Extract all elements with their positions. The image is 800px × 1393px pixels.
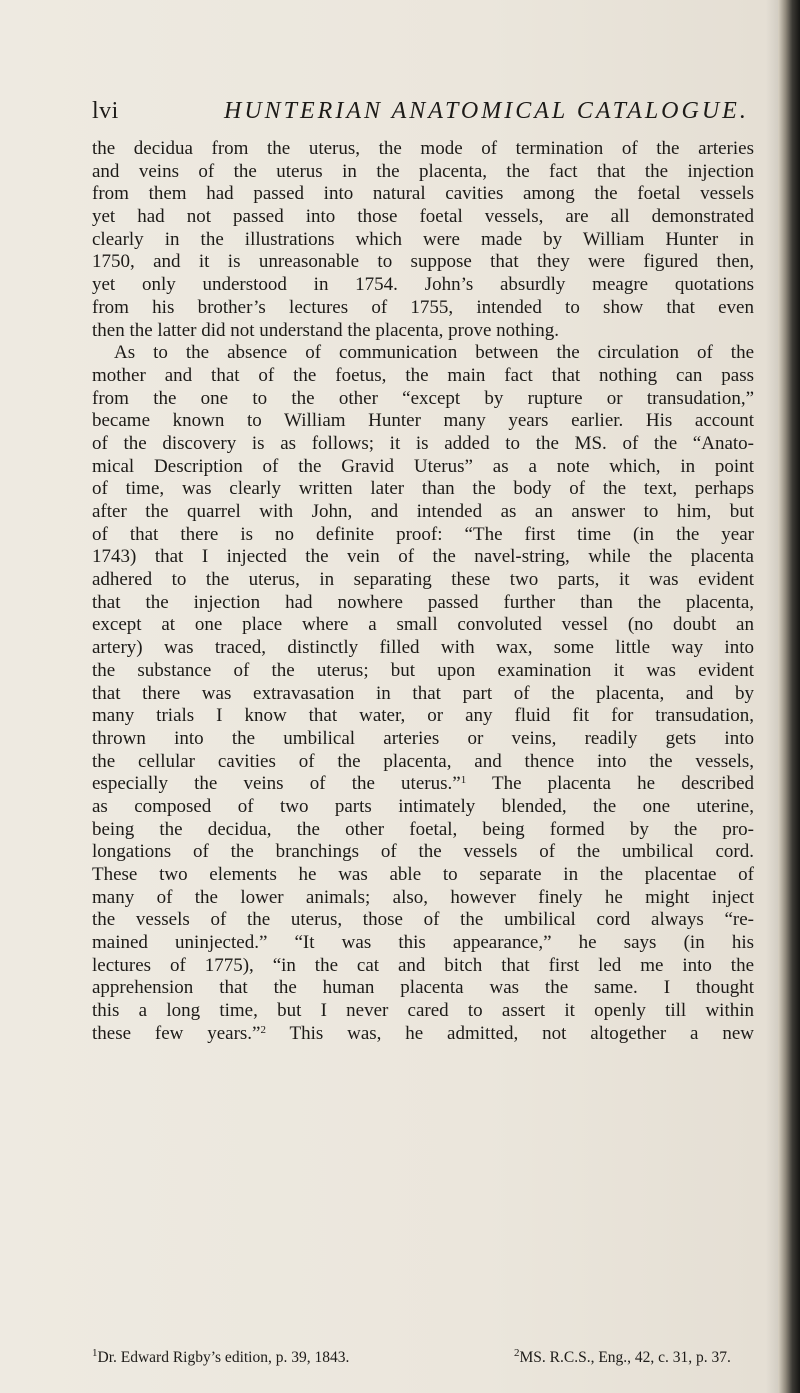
text-line: lectures of 1775), “in the cat and bitch that first led me into the xyxy=(92,954,754,976)
text-line: then the latter did not understand the placenta, prove nothing. xyxy=(92,319,559,341)
text-line: from his brother’s lectures of 1755, intended to show that even xyxy=(92,296,754,318)
text-line: the decidua from the uterus, the mode of termination of the arteries xyxy=(92,138,754,159)
text-line: the cellular cavities of the placenta, and thence into the vessels, xyxy=(92,750,754,772)
footnote-marker: 1 xyxy=(92,1347,98,1359)
text-line: of time, was clearly written later than the body of the text, perhaps xyxy=(92,478,754,500)
text-line: after the quarrel with John, and intended as an answer to him, but xyxy=(92,501,754,522)
text-line: many of the lower animals; also, however finely he might inject xyxy=(92,886,754,908)
text-line: adhered to the uterus, in separating these two parts, it was evident xyxy=(92,569,754,591)
text-segment: these few years.” xyxy=(92,1022,261,1044)
page-header-title: HUNTERIAN ANATOMICAL CATALOGUE. xyxy=(224,98,749,124)
footnote-1 xyxy=(92,1347,349,1369)
text-line: apprehension that the human placenta was the same. I thought xyxy=(92,977,754,999)
text-line: clearly in the illustrations which were made by William Hunter in xyxy=(92,228,754,250)
text-line: this a long time, but I never cared to assert it openly till within xyxy=(92,1000,754,1022)
running-head xyxy=(92,98,752,130)
text-line: that the injection had nowhere passed further than the placenta, xyxy=(92,591,754,613)
text-line: as composed of two parts intimately blended, the one uterine, xyxy=(92,795,754,817)
text-line: mical Description of the Gravid Uterus” as a note which, in point xyxy=(92,455,754,477)
text-line: and veins of the uterus in the placenta, the fact that the injection xyxy=(92,160,754,182)
text-line: of that there is no definite proof: “The first time (in the year xyxy=(92,523,754,545)
footnote-marker: 2 xyxy=(514,1347,520,1359)
text-line: 1743) that I injected the vein of the navel-string, while the placenta xyxy=(92,546,754,568)
text-line: yet only understood in 1754. John’s absurdly meagre quotations xyxy=(92,274,754,296)
text-line: mother and that of the foetus, the main fact that nothing can pass xyxy=(92,364,754,386)
text-line: from the one to the other “except by rupture or transudation,” xyxy=(92,387,754,409)
text-line: except at one place where a small convoluted vessel (no doubt an xyxy=(92,614,754,636)
text-segment: The placenta he described xyxy=(492,773,755,795)
text-line: artery) was traced, distinctly filled with wax, some little way into xyxy=(92,637,754,659)
text-line: being the decidua, the other foetal, being formed by the pro- xyxy=(92,818,754,840)
text-line: the vessels of the uterus, those of the umbilical cord always “re- xyxy=(92,909,754,931)
text-line: yet had not passed into those foetal vessels, are all demonstrated xyxy=(92,206,754,228)
text-line: the substance of the uterus; but upon examination it was evident xyxy=(92,659,754,681)
footnote-text: Dr. Edward Rigby’s edition, p. 39, 1843. xyxy=(97,1349,350,1366)
footnote-text: MS. R.C.S., Eng., 42, c. 31, p. 37. xyxy=(519,1349,731,1366)
text-segment: This was, he admitted, not altogether a new xyxy=(289,1022,754,1044)
text-line: As to the absence of communication between the circulation of the xyxy=(114,342,754,364)
text-line: that there was extravasation in that part of the placenta, and by xyxy=(92,682,754,704)
text-line xyxy=(92,1023,754,1046)
footnotes xyxy=(92,1347,754,1369)
text-line: longations of the branchings of the vessels of the umbilical cord. xyxy=(92,841,754,863)
footnote-ref: 1 xyxy=(460,774,467,787)
text-line: of the discovery is as follows; it is added to the MS. of the “Anato- xyxy=(92,432,754,454)
text-line: many trials I know that water, or any fluid fit for transudation, xyxy=(92,705,754,727)
text-line: thrown into the umbilical arteries or veins, readily gets into xyxy=(92,727,754,749)
page-edge-shadow xyxy=(766,0,778,1393)
text-line xyxy=(92,773,754,796)
text-line: became known to William Hunter many years earlier. His account xyxy=(92,410,754,432)
text-line: from them had passed into natural cavities among the foetal vessels xyxy=(92,183,754,205)
footnote-2 xyxy=(514,1347,731,1369)
page-number: lvi xyxy=(92,98,119,124)
text-line: 1750, and it is unreasonable to suppose that they were figured then, xyxy=(92,251,754,273)
text-segment: especially the veins of the uterus.” xyxy=(92,773,461,795)
text-line: mained uninjected.” “It was this appearance,” he says (in his xyxy=(92,932,754,954)
body-text xyxy=(92,138,754,1046)
text-line: These two elements he was able to separate in the placentae of xyxy=(92,864,754,885)
footnote-ref: 2 xyxy=(260,1023,266,1036)
book-edge xyxy=(778,0,800,1393)
